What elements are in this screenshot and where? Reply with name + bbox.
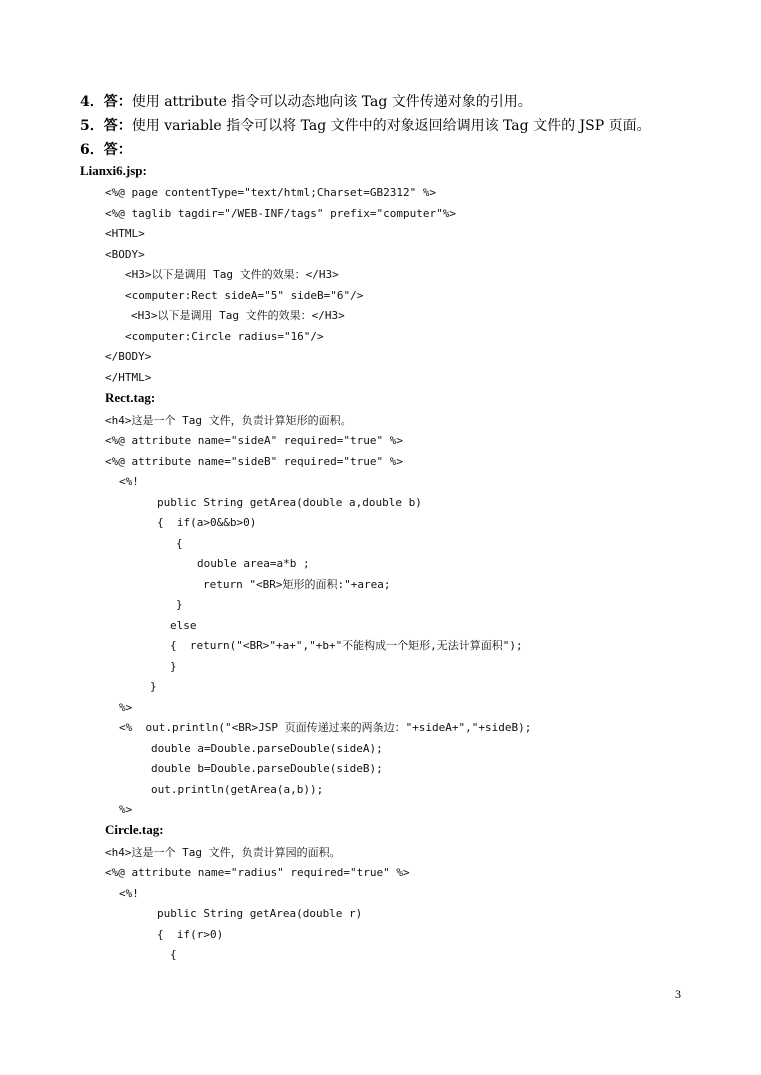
code-line: { if(a>0&&b>0) [157, 516, 257, 529]
code-line: public String getArea(double a,double b) [157, 496, 422, 509]
answer-5 [80, 116, 651, 136]
answer-label: 答： [103, 142, 132, 158]
code-line: <H3>以下是调用 Tag 文件的效果：</H3> [131, 309, 345, 322]
answer-number: 6． [80, 142, 104, 158]
answer-number: 5． [80, 118, 104, 134]
code-line: double a=Double.parseDouble(sideA); [151, 742, 383, 755]
code-line: return "<BR>矩形的面积:"+area; [203, 578, 391, 591]
file-heading-lianxi6: Lianxi6.jsp: [80, 163, 147, 178]
code-line: else [170, 619, 197, 632]
answer-6 [80, 140, 132, 160]
code-line: { if(r>0) [157, 928, 224, 941]
answer-text: 使用 variable 指令可以将 Tag 文件中的对象返回给调用该 Tag 文件的 JSP 页面。 [131, 118, 651, 134]
code-line: double area=a*b ; [197, 557, 310, 570]
code-line: { [176, 537, 183, 550]
code-line: %> [119, 803, 133, 816]
file-heading-rect: Rect.tag: [105, 390, 156, 405]
code-line: <%@ taglib tagdir="/WEB-INF/tags" prefix="computer"%> [105, 207, 456, 220]
code-line: <computer:Rect sideA="5" sideB="6"/> [125, 289, 364, 302]
answer-label: 答： [103, 118, 132, 134]
answer-text: 使用 attribute 指令可以动态地向该 Tag 文件传递对象的引用。 [131, 94, 532, 110]
code-line: } [176, 598, 183, 611]
code-line: <computer:Circle radius="16"/> [125, 330, 324, 343]
code-line: <%! [119, 475, 139, 488]
code-line: <%! [119, 887, 139, 900]
code-line: </HTML> [105, 371, 152, 384]
code-line: <%@ attribute name="radius" required="true" %> [105, 866, 410, 879]
code-line: <h4>这是一个 Tag 文件，负责计算园的面积。 [105, 846, 341, 859]
code-line: public String getArea(double r) [157, 907, 363, 920]
answer-number: 4． [80, 94, 104, 110]
code-line: } [150, 680, 157, 693]
code-line: { return("<BR>"+a+","+b+"不能构成一个矩形,无法计算面积"); [170, 639, 523, 652]
page-number: 3 [675, 987, 681, 1001]
code-line: <HTML> [105, 227, 145, 240]
code-line: <%@ attribute name="sideA" required="true" %> [105, 434, 404, 447]
code-line: </BODY> [105, 350, 152, 363]
code-line: <BODY> [105, 248, 145, 261]
code-line: <h4>这是一个 Tag 文件，负责计算矩形的面积。 [105, 414, 352, 427]
code-line: %> [119, 701, 133, 714]
code-line: <% out.println("<BR>JSP 页面传递过来的两条边："+sideA+","+sideB); [119, 721, 532, 734]
answer-label: 答： [103, 94, 132, 110]
code-line: <H3>以下是调用 Tag 文件的效果：</H3> [125, 268, 339, 281]
file-heading-circle: Circle.tag: [105, 822, 164, 837]
code-line: <%@ attribute name="sideB" required="true" %> [105, 455, 404, 468]
answer-4 [80, 92, 532, 112]
code-line: double b=Double.parseDouble(sideB); [151, 762, 383, 775]
code-line: out.println(getArea(a,b)); [151, 783, 324, 796]
code-line: <%@ page contentType="text/html;Charset=GB2312" %> [105, 186, 437, 199]
code-line: } [170, 660, 177, 673]
code-line: { [170, 948, 177, 961]
